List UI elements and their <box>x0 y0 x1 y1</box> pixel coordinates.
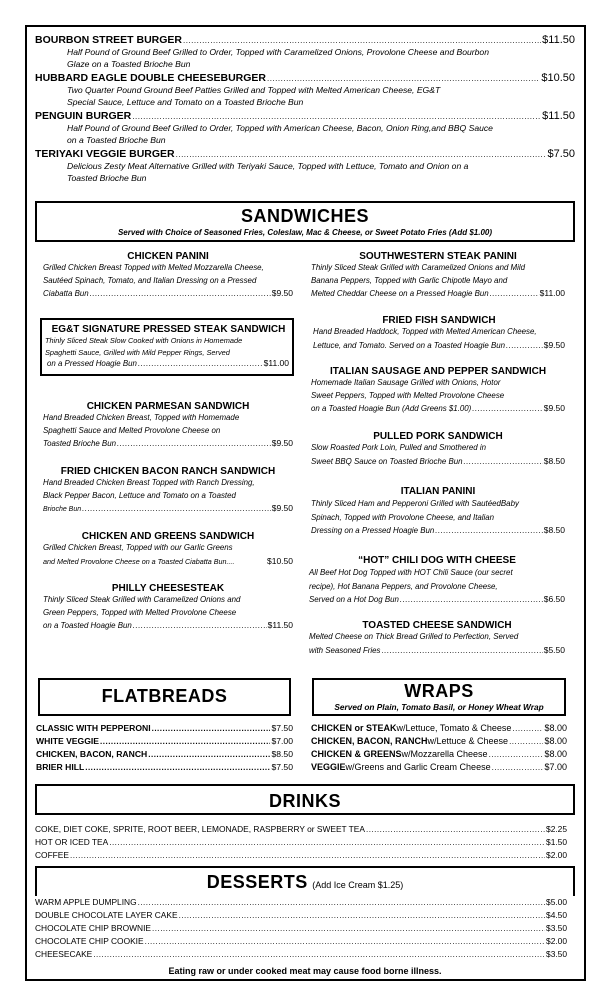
menu-item <box>311 748 567 761</box>
description-line: recipe), Hot Banana Peppers, and Provolone Cheese, <box>309 581 498 591</box>
menu-item <box>35 922 567 935</box>
item-name: “HOT” CHILI DOG WITH CHEESE <box>358 555 516 566</box>
burgers-section <box>35 34 575 184</box>
menu-item <box>35 110 575 146</box>
description-line: Half Pound of Ground Beef Grilled to Order, Topped with American Cheese, Bacon, Onion Ring,and BBQ Sauce <box>67 123 493 133</box>
item-description <box>311 442 565 468</box>
item-name: DOUBLE CHOCOLATE LAYER CAKE <box>35 910 178 920</box>
leader-dots <box>152 722 271 735</box>
leader-dots <box>509 735 543 748</box>
menu-item <box>36 722 293 735</box>
menu-item <box>35 836 567 849</box>
item-name: FRIED FISH SANDWICH <box>382 315 496 326</box>
item-price: $9.50 <box>271 288 293 298</box>
sandwich-item <box>43 251 293 301</box>
description-line: with Seasoned Fries <box>309 645 381 655</box>
item-name: CHOCOLATE CHIP COOKIE <box>35 936 144 946</box>
item-price: $6.50 <box>543 594 565 604</box>
leader-dots <box>183 36 541 45</box>
leader-dots <box>435 524 542 538</box>
item-price: $2.25 <box>546 824 567 834</box>
menu-item <box>35 896 567 909</box>
item-price: $8.00 <box>544 723 567 733</box>
item-description <box>313 326 565 352</box>
description-line: on a Toasted Brioche Bun <box>67 135 166 145</box>
description-line: Served on a Hot Dog Bun <box>309 595 399 604</box>
item-name: CHICKEN PANINI <box>127 251 209 262</box>
description-line: Thinly Sliced Steak Grilled with Caramelized Onions and Mild <box>311 263 526 272</box>
description-line: Spaghetti Sauce and Melted Provolone Cheese on <box>43 425 221 435</box>
item-name: ITALIAN PANINI <box>400 486 476 497</box>
wraps-header <box>312 678 566 716</box>
item-name: CHICKEN or STEAK <box>311 723 397 733</box>
section-title: DESSERTS <box>206 872 308 892</box>
leader-dots <box>366 823 545 836</box>
leader-dots <box>506 340 543 353</box>
item-detail: w/Mozzarella Cheese <box>401 749 488 759</box>
item-name: CHICKEN & GREENS <box>311 749 402 759</box>
menu-item <box>311 761 567 774</box>
item-name: COFFEE <box>35 850 69 860</box>
leader-dots <box>133 620 267 633</box>
leader-dots <box>90 288 271 301</box>
description-line: Hand Breaded Chicken Breast Topped with Ranch Dressing, <box>43 478 255 487</box>
description-line: Sweet Peppers, Topped with Melted Provolone Cheese <box>311 390 505 400</box>
item-price: $11.00 <box>539 288 565 298</box>
item-price: $4.50 <box>546 910 567 920</box>
item-description <box>43 412 293 451</box>
description-line: Melted Cheddar Cheese on a Pressed Hoagie Bun <box>311 289 489 298</box>
item-price: $8.50 <box>271 749 293 759</box>
item-price: $11.50 <box>267 620 293 630</box>
item-description <box>43 477 293 517</box>
item-price: $3.50 <box>546 949 567 959</box>
section-subtitle: Served with Choice of Seasoned Fries, Coleslaw, Mac & Cheese, or Sweet Potato Fries (Add $1.00) <box>117 228 493 237</box>
desserts-header <box>35 866 575 896</box>
item-price: $7.00 <box>544 762 567 772</box>
item-price: $2.00 <box>546 850 567 860</box>
description-line: Thinly Sliced Steak Grilled with Caramelized Onions and <box>43 595 241 604</box>
leader-dots <box>138 896 545 909</box>
item-description <box>67 46 537 70</box>
description-line: and Melted Provolone Cheese on a Toasted Ciabatta Bun.... <box>43 556 235 566</box>
item-price: $8.00 <box>544 749 567 759</box>
item-price: $9.50 <box>543 339 565 350</box>
leader-dots <box>85 761 270 774</box>
description-line: Spinach, Topped with Provolone Cheese, and Italian <box>311 512 495 522</box>
item-name: PENGUIN BURGER <box>35 110 132 122</box>
item-price: $10.50 <box>267 555 293 566</box>
sandwich-item <box>43 583 293 633</box>
item-price: $9.50 <box>271 503 293 513</box>
description-line: Green Peppers, Topped with Melted Provolone Cheese <box>43 607 237 617</box>
leader-dots <box>490 288 539 301</box>
menu-item <box>35 935 567 948</box>
menu-item <box>35 909 567 922</box>
sandwich-item <box>311 486 565 538</box>
leader-dots <box>382 645 543 658</box>
section-title: DRINKS <box>268 791 341 811</box>
item-price: $7.50 <box>271 723 293 733</box>
item-price: $11.00 <box>263 358 289 368</box>
description-line: on a Toasted Hoagie Bun <box>43 621 132 630</box>
item-name: CHICKEN, BACON, RANCH <box>311 736 428 746</box>
menu-item <box>35 823 567 836</box>
item-price: $1.50 <box>546 837 567 847</box>
item-name: BRIER HILL <box>36 762 85 772</box>
sandwich-item <box>309 555 565 607</box>
description-line: Grilled Chicken Breast Topped with Melted Mozzarella Cheese, <box>43 263 264 272</box>
description-line: Thinly Sliced Steak Slow Cooked with Onions in Homemade <box>45 336 243 345</box>
item-name: SOUTHWESTERN STEAK PANINI <box>359 251 517 262</box>
menu-item <box>311 735 567 748</box>
item-description <box>67 84 537 108</box>
menu-item <box>35 148 575 184</box>
leader-dots <box>267 74 540 83</box>
description-line: Melted Cheese on Thick Bread Grilled to Perfection, Served <box>309 632 519 641</box>
description-line: Ciabatta Bun <box>43 289 89 298</box>
wraps-list <box>311 722 567 774</box>
menu-item <box>311 722 567 735</box>
item-name: TERIYAKI VEGGIE BURGER <box>35 148 175 160</box>
item-detail: w/Greens and Garlic Cream Cheese <box>345 762 491 772</box>
leader-dots <box>117 438 271 451</box>
flatbreads-list <box>36 722 293 774</box>
item-name: TOASTED CHEESE SANDWICH <box>362 620 512 631</box>
description-line: Special Sauce, Lettuce and Tomato on a Toasted Brioche Bun <box>67 97 304 107</box>
description-line: Banana Peppers, Topped with Garlic Chipotle Mayo and <box>311 275 508 285</box>
item-price: $10.50 <box>541 72 575 84</box>
item-price: $7.50 <box>271 762 293 772</box>
menu-item <box>36 761 293 774</box>
item-name: CHOCOLATE CHIP BROWNIE <box>35 923 152 933</box>
leader-dots <box>179 909 545 922</box>
item-price: $5.00 <box>546 897 567 907</box>
section-title: FLATBREADS <box>101 686 228 706</box>
menu-item <box>35 34 575 70</box>
item-detail: w/Lettuce, Tomato & Cheese <box>396 723 512 733</box>
leader-dots <box>82 503 271 516</box>
sandwich-item <box>309 620 565 657</box>
item-description <box>309 566 565 607</box>
item-description <box>67 122 537 146</box>
section-title: WRAPS <box>404 681 474 701</box>
item-name: PHILLY CHEESESTEAK <box>111 583 225 594</box>
menu-item <box>36 735 293 748</box>
description-line: on a Pressed Hoagie Bun <box>47 359 137 368</box>
description-line: Spaghetti Sauce, Grilled with Mild Pepper Rings, Served <box>45 347 230 357</box>
section-note: (Add Ice Cream $1.25) <box>312 880 404 890</box>
food-safety-warning: Eating raw or under cooked meat may cause food borne illness. <box>168 966 442 976</box>
section-title: SANDWICHES <box>240 206 369 226</box>
leader-dots <box>93 948 545 961</box>
description-line: Hand Breaded Chicken Breast, Topped with Homemade <box>43 413 240 422</box>
leader-dots <box>489 748 544 761</box>
item-description <box>43 262 293 301</box>
sandwich-item <box>43 531 293 568</box>
item-description <box>311 377 565 416</box>
item-name: CHICKEN AND GREENS SANDWICH <box>81 531 255 542</box>
item-name: HUBBARD EAGLE DOUBLE CHEESEBURGER <box>35 72 267 84</box>
item-description <box>311 262 565 301</box>
sandwich-item <box>313 315 565 352</box>
description-line: Delicious Zesty Meat Alternative Grilled with Teriyaki Sauce, Topped with Lettuce, Tomato and Onion on a <box>67 161 469 171</box>
description-line: Homemade Italian Sausage Grilled with Onions, Hotor <box>311 378 501 387</box>
leader-dots <box>152 922 545 935</box>
item-description <box>311 497 565 538</box>
description-line: Black Pepper Bacon, Lettuce and Tomato on a Toasted <box>43 490 236 500</box>
leader-dots <box>70 849 545 862</box>
section-subtitle: Served on Plain, Tomato Basil, or Honey Wheat Wrap <box>334 702 544 712</box>
leader-dots <box>109 836 545 849</box>
item-price: $7.50 <box>547 148 575 160</box>
leader-dots <box>472 403 542 416</box>
leader-dots <box>492 761 544 774</box>
sandwich-item <box>43 466 293 517</box>
leader-dots <box>132 112 541 121</box>
item-name: WARM APPLE DUMPLING <box>35 897 137 907</box>
featured-sandwich-box <box>40 318 294 376</box>
item-name: CHEESECAKE <box>35 949 93 959</box>
flatbreads-header <box>38 678 291 716</box>
description-line: Glaze on a Toasted Brioche Bun <box>67 59 191 69</box>
item-name: ITALIAN SAUSAGE AND PEPPER SANDWICH <box>329 366 547 377</box>
item-name: HOT OR ICED TEA <box>35 837 109 847</box>
item-price: $11.50 <box>542 34 575 46</box>
sandwich-item <box>311 251 565 301</box>
leader-dots <box>138 358 263 370</box>
item-price: $8.50 <box>543 525 565 535</box>
sandwich-item <box>311 431 565 468</box>
description-line: Half Pound of Ground Beef Grilled to Order, Topped with Caramelized Onions, Provolone Cheese and Bourbon <box>67 47 489 57</box>
item-name: WHITE VEGGIE <box>36 736 100 746</box>
description-line: Toasted Brioche Bun <box>67 173 147 183</box>
item-price: $7.00 <box>271 736 293 746</box>
leader-dots <box>148 748 270 761</box>
item-description <box>67 160 537 184</box>
drinks-header <box>35 784 575 815</box>
item-price: $3.50 <box>546 923 567 933</box>
leader-dots <box>145 935 545 948</box>
item-name: FRIED CHICKEN BACON RANCH SANDWICH <box>60 466 276 477</box>
item-name: CHICKEN, BACON, RANCH <box>36 749 148 759</box>
description-line: Lettuce, and Tomato. Served on a Toasted Hoagie Bun <box>313 340 505 350</box>
description-line: Brioche Bun <box>43 506 82 513</box>
sandwich-item <box>311 366 565 416</box>
item-name: CHICKEN PARMESAN SANDWICH <box>86 401 250 412</box>
item-name: CLASSIC WITH PEPPERONI <box>36 723 151 733</box>
description-line: Dressing on a Pressed Hoagie Bun <box>311 526 435 535</box>
item-price: $8.50 <box>543 455 565 466</box>
leader-dots <box>512 722 543 735</box>
item-description <box>43 542 293 568</box>
item-description <box>43 594 293 633</box>
item-price: $5.50 <box>543 644 565 655</box>
item-price: $9.50 <box>271 438 293 448</box>
leader-dots <box>463 456 542 469</box>
item-name: BOURBON STREET BURGER <box>35 34 183 46</box>
description-line: Sweet BBQ Sauce on Toasted Brioche Bun <box>311 456 463 466</box>
item-price: $11.50 <box>542 110 575 122</box>
item-name: COKE, DIET COKE, SPRITE, ROOT BEER, LEMONADE, RASPBERRY or SWEET TEA <box>35 824 365 834</box>
item-price: $8.00 <box>544 736 567 746</box>
leader-dots <box>400 593 543 607</box>
description-line: Sautéed Spinach, Tomato, and Italian Dressing on a Pressed <box>43 275 257 285</box>
item-name: PULLED PORK SANDWICH <box>373 431 503 442</box>
menu-item <box>35 849 567 862</box>
item-description <box>45 335 292 370</box>
desserts-list <box>35 896 567 961</box>
item-price: $2.00 <box>546 936 567 946</box>
description-line: Grilled Chicken Breast, Topped with our Garlic Greens <box>43 543 233 552</box>
sandwiches-header <box>35 201 575 242</box>
description-line: on a Toasted Hoagie Bun (Add Greens $1.00) <box>311 404 472 413</box>
description-line: Two Quarter Pound Ground Beef Patties Grilled and Topped with Melted American Cheese, EG&T <box>67 85 441 95</box>
drinks-list <box>35 823 567 862</box>
menu-item <box>35 72 575 108</box>
description-line: Toasted Brioche Bun <box>43 439 116 448</box>
description-line: Hand Breaded Haddock, Topped with Melted American Cheese, <box>313 327 537 336</box>
item-description <box>309 631 565 657</box>
menu-item <box>36 748 293 761</box>
item-detail: w/Lettuce & Cheese <box>427 736 509 746</box>
leader-dots <box>176 150 547 159</box>
description-line: All Beef Hot Dog Topped with HOT Chili Sauce (our secret <box>309 568 513 577</box>
item-price: $9.50 <box>543 403 565 413</box>
sandwich-item <box>43 401 293 451</box>
description-line: Thinly Sliced Ham and Pepperoni Grilled with SautéedBaby <box>311 499 519 508</box>
menu-item <box>35 948 567 961</box>
item-name: EG&T SIGNATURE PRESSED STEAK SANDWICH <box>51 324 286 335</box>
leader-dots <box>100 735 270 748</box>
description-line: Slow Roasted Pork Loin, Pulled and Smothered in <box>311 443 487 452</box>
item-name: VEGGIE <box>311 762 346 772</box>
